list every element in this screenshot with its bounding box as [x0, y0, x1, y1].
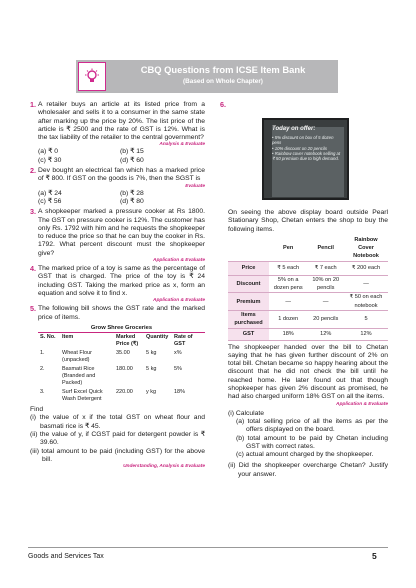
table-cell: 12%: [344, 328, 388, 340]
row-label: Items purchased: [228, 310, 269, 328]
table-cell: —: [269, 293, 307, 311]
table-row: [38, 388, 196, 404]
question-number: 4.: [30, 264, 36, 274]
question-4: [30, 265, 205, 304]
header-subtitle: (Based on Whole Chapter): [183, 78, 263, 85]
sub-question: (ii) Did the shopkeeper overcharge Chetan? Justify your answer.: [228, 462, 388, 478]
skill-tag: Evaluate: [185, 183, 205, 189]
skill-tag: Application & Evaluate: [336, 401, 388, 407]
board-item: • 5% discount on box of 5 dozen pens: [272, 135, 334, 146]
header-title: CBQ Questions from ICSE Item Bank: [140, 64, 306, 75]
board-title: Today on offer:: [272, 126, 316, 132]
skill-tag: Application & Evaluate: [153, 258, 205, 264]
skill-tag: Understanding, Analysis & Evaluate: [123, 464, 205, 470]
table-row: [228, 261, 388, 275]
table-cell: ₹ 50 on each notebook: [344, 293, 388, 311]
lightbulb-icon: [78, 62, 106, 91]
table-cell: 1 dozen: [269, 310, 307, 328]
table-cell: 220.00: [116, 389, 133, 396]
question-text: The marked price of a toy is same as the percentage of GST that is charged. The price of the toy is ₹ 24 including GST. Taking the marked price as x, form an equation and solve it to find x.: [38, 265, 205, 297]
table-row: [228, 293, 388, 311]
column-header: Item: [62, 334, 74, 341]
table-cell: ₹ 5 each: [269, 261, 307, 275]
question-1: [30, 101, 205, 165]
footer-divider: [28, 547, 388, 548]
table-cell: 12%: [307, 328, 344, 340]
table-header-row: [38, 333, 196, 349]
skill-tag: Application & Evaluate: [153, 298, 205, 304]
table-cell: ₹ 200 each: [344, 261, 388, 275]
table-title: Grow Shree Groceries: [38, 324, 205, 333]
table-cell: 5% on a dozen pens: [269, 275, 307, 293]
table-cell: 1.: [40, 350, 45, 357]
left-column: [30, 101, 205, 470]
table-cell: 2.: [40, 366, 45, 373]
option: (b) ₹ 28: [120, 189, 144, 197]
table-row: [38, 365, 196, 388]
question-text: A retailer buys an article at its listed price from a wholesaler and sells it to a consumer in the same state after marking up the price by 20%. The list price of the article is ₹ 2500 and the rate of GST is 12%. What is the tax liability of the retailer to the central government?: [38, 101, 205, 142]
question-number: 3.: [30, 207, 36, 217]
option: (d) ₹ 80: [120, 197, 144, 205]
column-header: Rainbow Cover Notebook: [344, 236, 388, 261]
table-header-row: [228, 236, 388, 261]
table-cell: 5: [344, 310, 388, 328]
table-cell: x%: [174, 350, 182, 357]
column-header: [228, 236, 269, 261]
row-label: GST: [228, 328, 269, 340]
question-number: 2.: [30, 166, 36, 176]
table-row: [38, 349, 196, 365]
table-cell: ₹ 7 each: [307, 261, 344, 275]
skill-tag: Analysis & Evaluate: [159, 142, 205, 148]
option: (d) ₹ 60: [120, 156, 144, 164]
table-cell: —: [307, 293, 344, 311]
table-cell: 3.: [40, 389, 45, 396]
table-cell: Wheat Flour (unpacked): [62, 350, 92, 364]
question-number: 1.: [30, 100, 36, 109]
table-cell: 5 kg: [146, 350, 157, 357]
table-cell: Basmati Rice (Branded and Packed): [62, 366, 96, 387]
question-5: [30, 305, 205, 470]
sub-part: (b) total amount to be paid by Chetan including GST with correct rates.: [236, 434, 388, 450]
question-number: 6.: [220, 100, 226, 109]
table-row: [228, 328, 388, 340]
row-label: Discount: [228, 275, 269, 293]
options: [38, 148, 205, 165]
table-row: [228, 310, 388, 328]
table-cell: 18%: [174, 389, 186, 396]
option: (c) ₹ 56: [38, 197, 62, 205]
column-header: Marked Price (₹): [116, 334, 139, 348]
stationery-table: [228, 236, 388, 341]
board-item: • Rainbow cover notebook selling at ₹ 50 premium due to high demand.: [272, 150, 341, 162]
sub-part: (iii) total amount to be paid (including GST) for the above bill.: [30, 447, 205, 463]
footer-chapter: Goods and Services Tax: [28, 553, 104, 560]
table-cell: 10% on 20 pencils: [307, 275, 344, 293]
options: [38, 190, 205, 207]
sub-part: (a) total selling price of all the items as per the offers displayed on the board.: [236, 417, 388, 434]
question-text: Dev bought an electrical fan which has a marked price of ₹ 800. If GST on the goods is 7%, then the SGST is: [38, 167, 205, 183]
option: (c) ₹ 30: [38, 156, 62, 164]
find-label: Find: [30, 406, 44, 414]
q6-intro: On seeing the above display board outside Pearl Stationary Shop, Chetan enters the shop to buy the following items.: [228, 209, 388, 233]
page-number: 5: [372, 551, 377, 561]
column-header: Quantity: [146, 334, 169, 341]
question-text: A shopkeeper marked a pressure cooker at Rs 1800. The GST on pressure cooker is 12%. The customer has only Rs. 1792 with him and he requests the shopkeeper to reduce the price so that he can buy the cooker in Rs. 1792. What percent discount must the shopkeeper give?: [38, 208, 205, 257]
q6-story: The shopkeeper handed over the bill to Chetan saying that he has given further discount of 2% on total bill. Chetan became so happy hearing about the discount that he did not check the bill until he reached home. He later found out that though shopkeeper has given 2% discount as promised, he had also charged uniform 18% GST on all the items.: [228, 343, 388, 401]
question-text: The following bill shows the GST rate and the marked price of items.: [38, 305, 205, 321]
row-label: Price: [228, 261, 269, 275]
table-cell: 180.00: [116, 366, 133, 373]
option: (b) ₹ 15: [120, 148, 144, 156]
option: (a) ₹ 0: [38, 148, 59, 156]
table-cell: 5 kg: [146, 366, 157, 373]
table-cell: 35.00: [116, 350, 130, 357]
column-header: S. No.: [40, 334, 56, 341]
sub-part: (i) the value of x if the total GST on wheat flour and basmati rice is ₹ 45.: [30, 414, 205, 430]
sub-part: (c) actual amount charged by the shopkeeper.: [236, 451, 374, 459]
table-row: [228, 275, 388, 293]
table-cell: Surf Excel Quick Wash Detergent: [62, 389, 103, 403]
column-header: Pen: [269, 236, 307, 261]
question-3: [30, 208, 205, 264]
q6-number-wrap: [220, 101, 230, 110]
option: (a) ₹ 24: [38, 189, 62, 197]
sub-part: (ii) the value of y, if CGST paid for detergent powder is ₹ 39.60.: [30, 431, 205, 447]
row-label: Premium: [228, 293, 269, 311]
question-2: [30, 167, 205, 206]
board-item: • 10% discount on 20 pencils: [272, 145, 328, 151]
table-cell: y kg: [146, 389, 157, 396]
table-cell: 18%: [269, 328, 307, 340]
right-column: [228, 209, 388, 479]
grocery-table: [38, 333, 196, 404]
calculate-label: (i) Calculate: [228, 409, 265, 417]
column-header: Pencil: [307, 236, 344, 261]
table-cell: 5%: [174, 366, 182, 373]
question-number: 5.: [30, 304, 36, 314]
column-header: Rate of GST: [174, 334, 193, 348]
board-list: [272, 135, 342, 161]
table-cell: —: [344, 275, 388, 293]
table-cell: 20 pencils: [307, 310, 344, 328]
